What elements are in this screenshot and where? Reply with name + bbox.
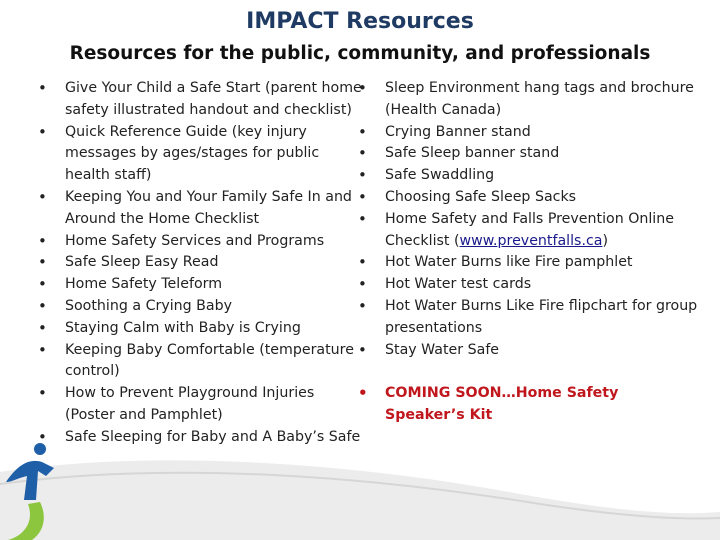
list-item: • Keeping You and Your Family Safe In and Around the Home Checklist bbox=[38, 187, 368, 231]
list-item: • Safe Sleep Easy Read bbox=[38, 252, 368, 274]
list-item: • Keeping Baby Comfortable (temperature control) bbox=[38, 340, 368, 384]
preventfalls-link[interactable]: www.preventfalls.ca bbox=[459, 232, 603, 249]
list-item: • Home Safety Services and Programs bbox=[38, 231, 368, 253]
list-item: • Stay Water Safe bbox=[358, 340, 698, 362]
list-item: • Choosing Safe Sleep Sacks bbox=[358, 187, 698, 209]
footer-decoration bbox=[0, 440, 720, 540]
list-item: • Staying Calm with Baby is Crying bbox=[38, 318, 368, 340]
left-resource-list bbox=[38, 78, 368, 449]
list-item: • How to Prevent Playground Injuries (Poster and Pamphlet) bbox=[38, 383, 368, 427]
page-title: IMPACT Resources bbox=[246, 9, 474, 34]
list-item: • Sleep Environment hang tags and brochure (Health Canada) bbox=[358, 78, 698, 122]
gray-wave-shape bbox=[0, 460, 720, 540]
list-item: • Hot Water test cards bbox=[358, 274, 698, 296]
right-resource-list bbox=[358, 78, 698, 427]
page-subtitle: Resources for the public, community, and professionals bbox=[69, 43, 651, 64]
list-item: • Hot Water Burns like Fire pamphlet bbox=[358, 252, 698, 274]
list-item: • Crying Banner stand bbox=[358, 122, 698, 144]
list-item: • Safe Swaddling bbox=[358, 165, 698, 187]
list-item: • Quick Reference Guide (key injury messages by ages/stages for public health staff) bbox=[38, 122, 368, 187]
list-item-text: Home Safety and Falls Prevention Online Checklist ( bbox=[385, 210, 674, 249]
list-item: • Safe Sleep banner stand bbox=[358, 143, 698, 165]
list-item: • Soothing a Crying Baby bbox=[38, 296, 368, 318]
coming-soon-item: • COMING SOON…Home Safety Speaker’s Kit bbox=[358, 383, 698, 427]
list-item: • Safe Sleeping for Baby and A Baby’s Safe bbox=[38, 427, 368, 449]
list-item-falls-checklist bbox=[358, 209, 698, 253]
list-item: • Give Your Child a Safe Start (parent home safety illustrated handout and checklist) bbox=[38, 78, 368, 122]
list-item: • Hot Water Burns Like Fire flipchart for group presentations bbox=[358, 296, 698, 340]
link-suffix: ) bbox=[602, 232, 608, 249]
list-item: • Home Safety Teleform bbox=[38, 274, 368, 296]
